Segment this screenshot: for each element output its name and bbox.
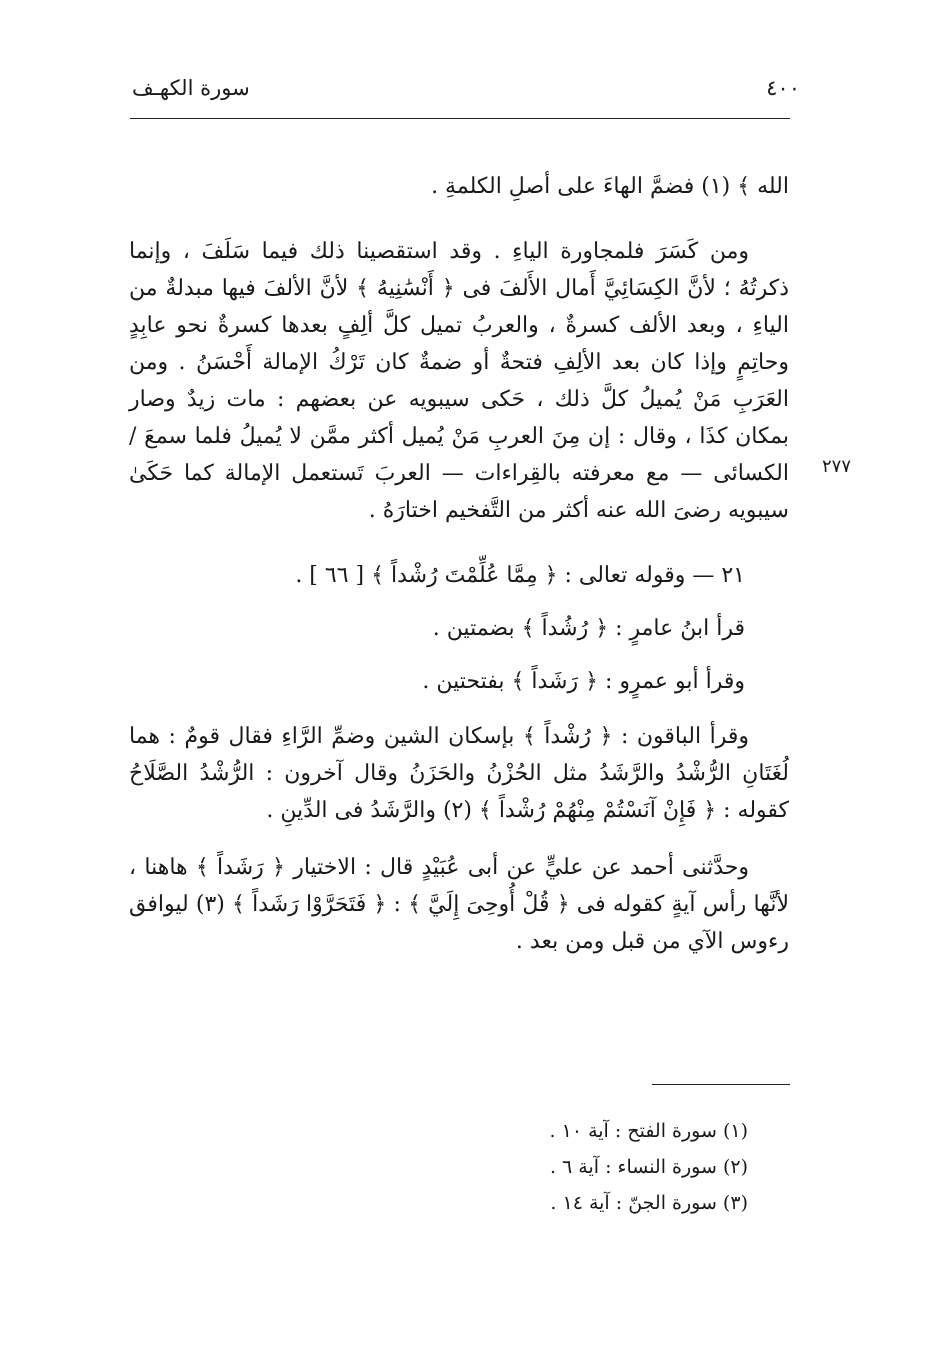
paragraph: وحدَّثنى أحمد عن عليٍّ عن أبى عُبَيْدٍ قال : الاختيار ﴿ رَشَداً ﴾ هاهنا ، لأنَّها رأس آيةٍ كقوله فى ﴿ قُلْ أُوحِىَ إِلَيَّ ﴾ : ﴿ فَتَحَرَّوْا رَشَداً ﴾ (٣) ليوافق رءوس الآي من قبل ومن بعد . — [129, 855, 789, 954]
paragraph: ومن كَسَرَ فلمجاورة الياءِ . وقد استقصينا ذلك فيما سَلَفَ ، وإنما ذكرتُهُ ؛ لأنَّ الكِسَائِيَّ أَمال الأَلفَ فى ﴿ أَنْسَٰنِيهُ ﴾ لأنَّ الألفَ فيها مبدلةٌ من الياءِ ، وبعد الألف كسرةٌ ، والعربُ تميل كلَّ ألِفٍ بعدها كسرةٌ نحو عابِدٍ وحاتِمٍ وإذا كان بعد الألِفِ فتحةٌ أو ضمةٌ كان تَرْكُ الإمالة أَحْسَنُ . ومن العَرَبِ مَنْ يُميلُ كلَّ ذلك ، حَكى سيبويه عن بعضهم : مات زيدٌ وصار بمكان كذَا ، وقال : إن مِنَ العربِ مَنْ يُميل أكثر ممَّن لا يُميلُ فلما سمعَ / الكسائى — مع معرفته بالقِراءات — العربَ تَستعمل الإمالة كما حَكَىٰ سيبويه رضىَ الله عنه أكثر من التَّفخيم اختارَهُ . — [129, 239, 790, 523]
footnote-divider — [652, 1084, 790, 1085]
header-divider — [130, 118, 790, 119]
paragraph: وقرأ الباقون : ﴿ رُشْداً ﴾ بإسكان الشين وضمِّ الرَّاءِ فقال قومٌ : هما لُغَتَانِ الرُّشْدُ والرَّشَدُ مثل الحُزْنُ والحَزَنُ وقال آخرون : الرُّشْدُ الصَّلَاحُ كقوله : ﴿ فَإِنْ آنَسْتُمْ مِنْهُمْ رُشْداً ﴾ (٢) والرَّشَدُ فى الدِّينِ . — [129, 724, 789, 823]
footnote: (٢) سورة النساء : آية ٦ . — [549, 1156, 748, 1178]
verse-heading: ٢١ — وقوله تعالى : ﴿ مِمَّا عُلِّمْتَ رُشْداً ﴾ [ ٦٦ ] . — [295, 563, 745, 588]
footnotes — [550, 1113, 748, 1221]
margin-page-reference: ٢٧٧ — [822, 456, 852, 477]
chapter-title: سورة الكهـف — [132, 76, 250, 100]
paragraph: وقرأ أبو عمرٍو : ﴿ رَشَداً ﴾ بفتحتين . — [422, 669, 745, 694]
footnote: (١) سورة الفتح : آية ١٠ . — [549, 1120, 748, 1142]
paragraph: قرأ ابنُ عامرٍ : ﴿ رُشُداً ﴾ بضمتين . — [432, 616, 745, 641]
footnote: (٣) سورة الجنّ : آية ١٤ . — [550, 1192, 748, 1214]
main-text — [129, 168, 789, 960]
page-number: ٤٠٠ — [766, 76, 800, 100]
paragraph: الله ﴾ (١) فضمَّ الهاءَ على أصلِ الكلمةِ . — [431, 174, 789, 199]
